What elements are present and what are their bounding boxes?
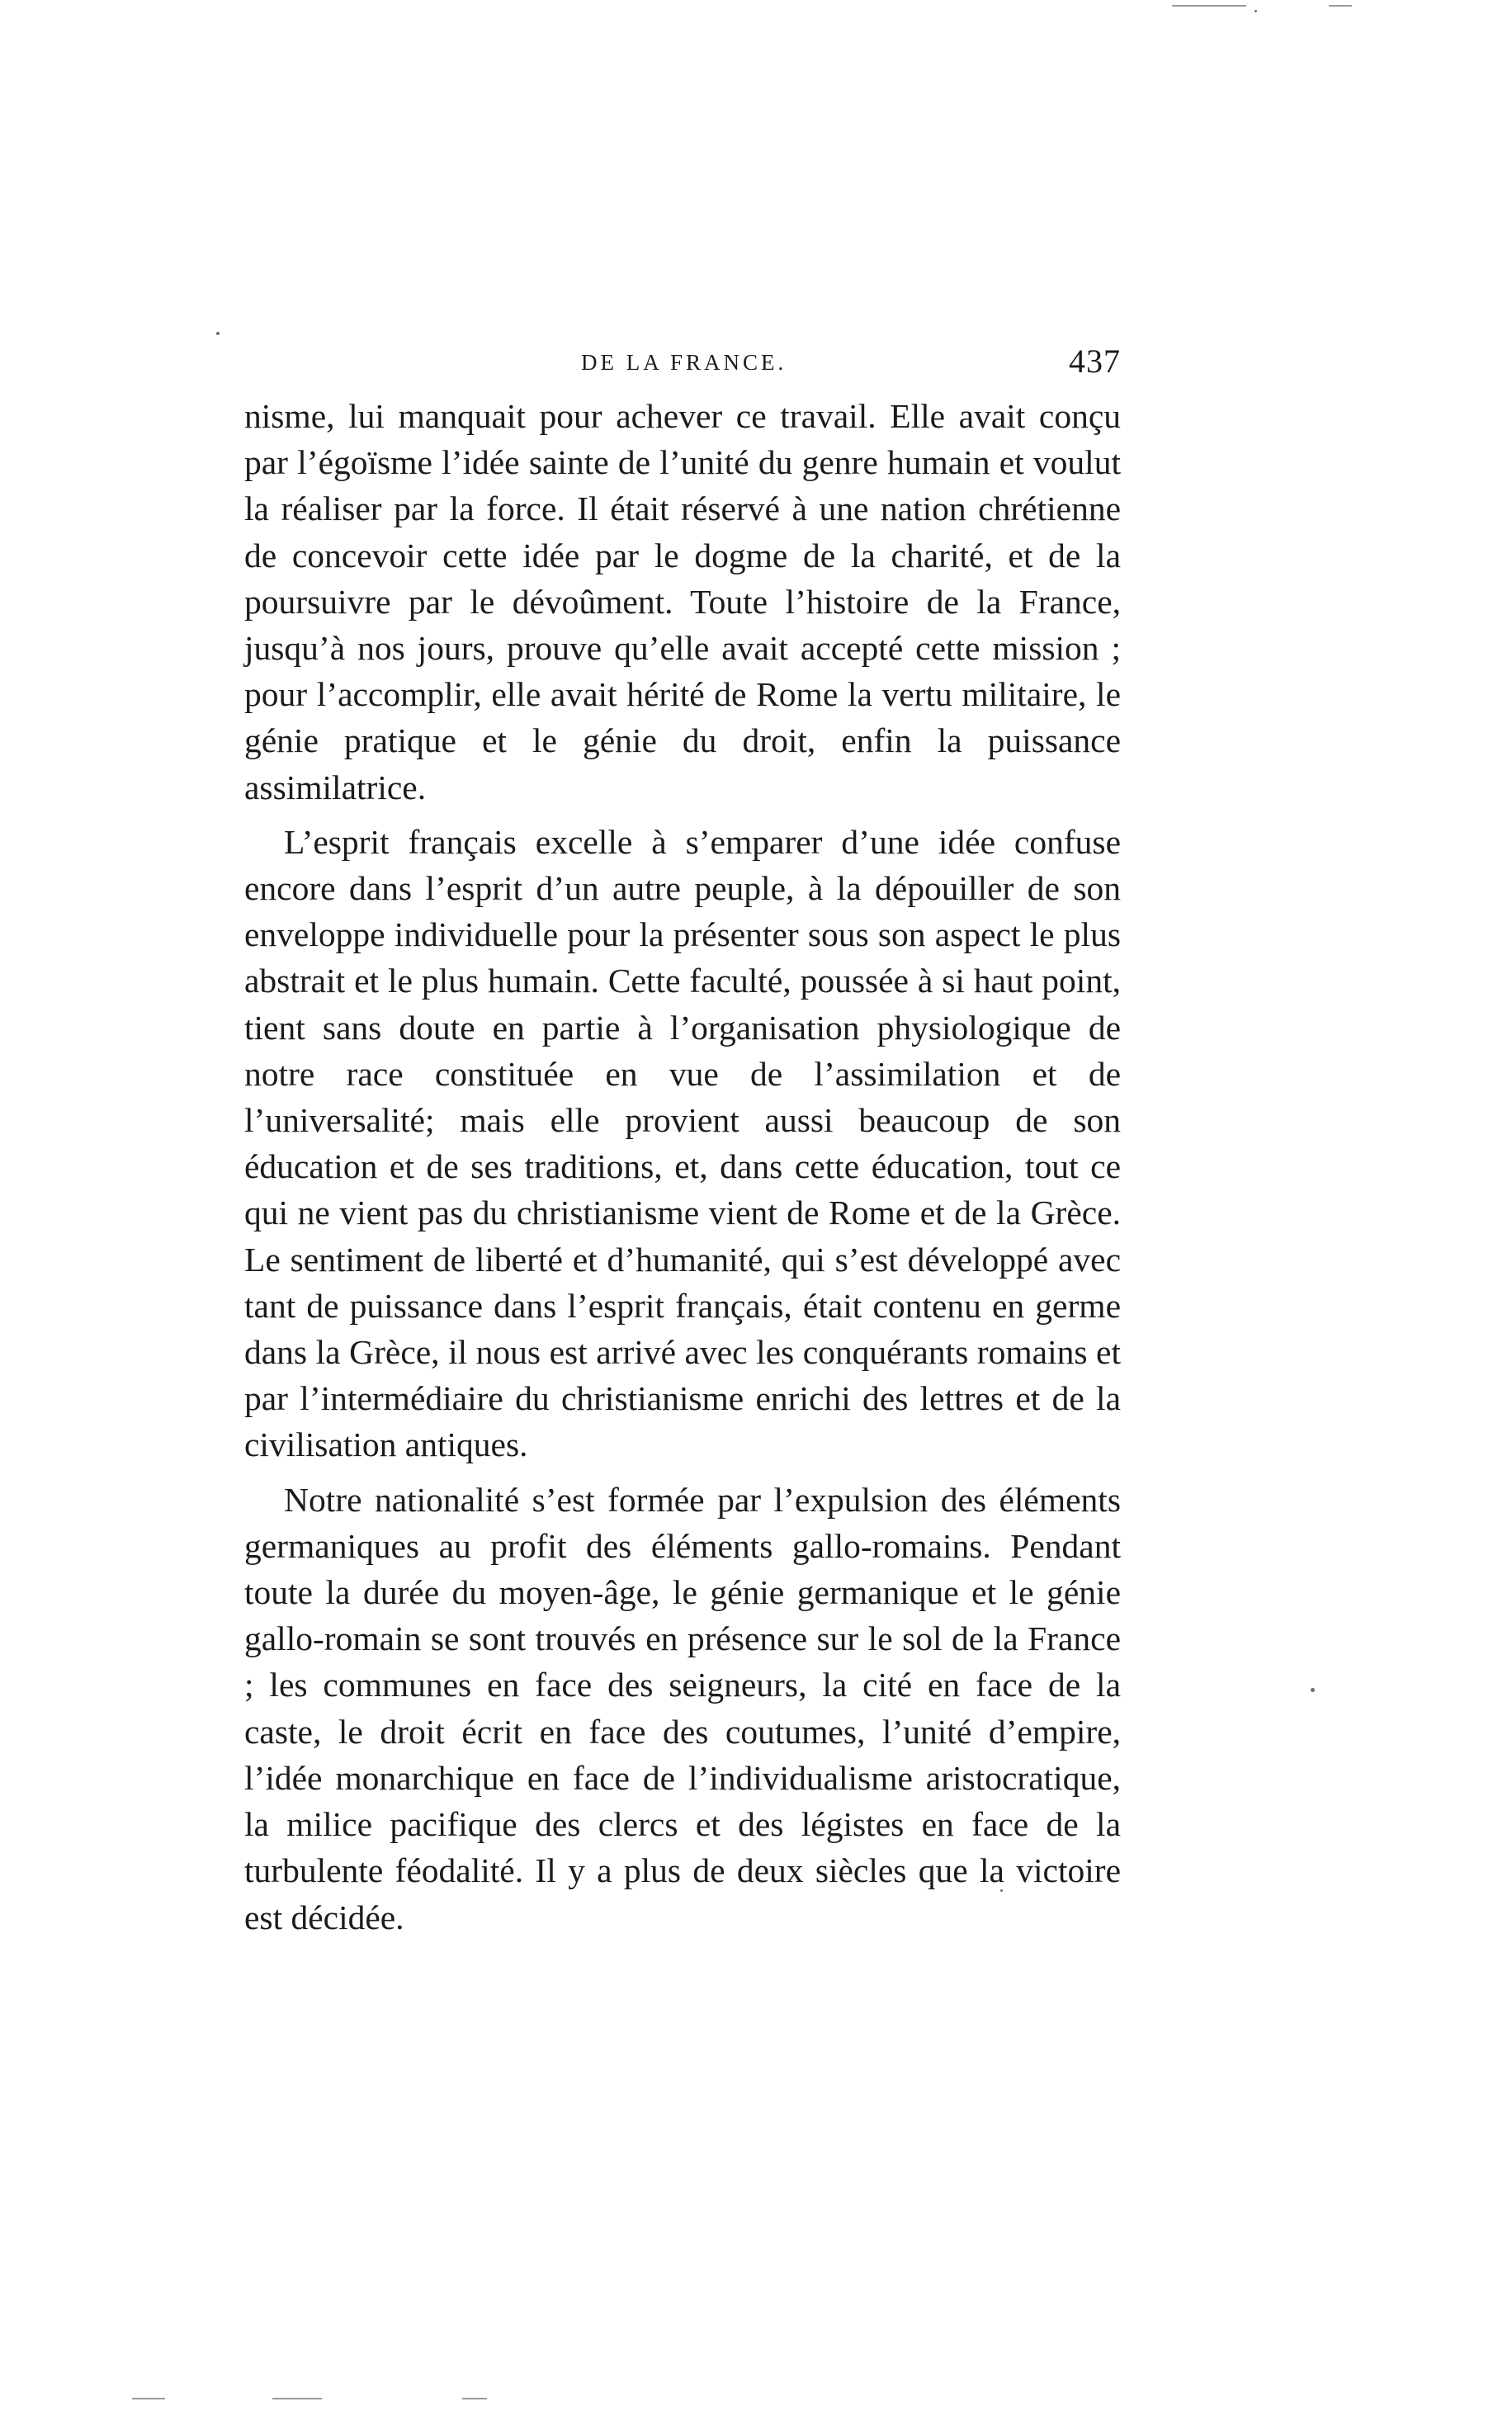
scan-edge-mark xyxy=(132,2398,165,2399)
scan-speck xyxy=(1000,1889,1003,1892)
paragraph-3: Notre nationalité s’est formée par l’expulsion des éléments germaniques au profit des éléments gallo-romains. Pendant toute la durée du moyen-âge, le génie germanique et le génie gallo-romain se sont trouvés en présence sur le sol de la France ; les communes en face des seigneurs, la cité en face de la caste, le droit écrit en face des coutumes, l’unité d’empire, l’idée monarchique en face de l’individualisme aristocratique, la milice pacifique des clercs et des légistes en face de la turbulente féodalité. Il y a plus de deux siècles que la victoire est décidée. xyxy=(244,1480,1121,1936)
scan-edge-mark xyxy=(1172,5,1246,7)
scan-speck xyxy=(1254,10,1257,12)
running-head xyxy=(244,342,1121,391)
scan-edge-mark xyxy=(1329,5,1352,7)
scan-speck xyxy=(216,332,220,335)
running-title: DE LA FRANCE. xyxy=(581,350,787,375)
scan-speck xyxy=(1311,1688,1315,1692)
page-number: 437 xyxy=(1069,343,1121,380)
paragraph-1: nisme, lui manquait pour achever ce travail. Elle avait conçu par l’égoïsme l’idée sainte de l’unité du genre humain et voulut la réaliser par la force. Il était réservé à une nation chrétienne de concevoir cette idée par le dogme de la charité, et de la poursuivre par le dévoûment. Toute l’histoire de la France, jusqu’à nos jours, prouve qu’elle avait accepté cette mission ; pour l’accomplir, elle avait hérité de Rome la vertu militaire, le génie pratique et le génie du droit, enfin la puissance assimilatrice. xyxy=(244,397,1121,806)
scan-edge-mark xyxy=(272,2398,322,2399)
paragraph-2: L’esprit français excelle à s’emparer d’une idée confuse encore dans l’esprit d’un autre peuple, à la dépouiller de son enveloppe individuelle pour la présenter sous son aspect le plus abstrait et le plus humain. Cette faculté, poussée à si haut point, tient sans doute en partie à l’organisation physiologique de notre race constituée en vue de l’assimilation et de l’universalité; mais elle provient aussi beaucoup de son éducation et de ses traditions, et, dans cette éducation, tout ce qui ne vient pas du christianisme vient de Rome et de la Grèce. Le sentiment de liberté et d’humanité, qui s’est développé avec tant de puissance dans l’esprit français, était contenu en germe dans la Grèce, il nous est arrivé avec les conquérants romains et par l’intermédiaire du christianisme enrichi des lettres et de la civilisation antiques. xyxy=(244,822,1121,1464)
scan-edge-mark xyxy=(462,2398,487,2399)
body-text xyxy=(244,393,1121,1949)
